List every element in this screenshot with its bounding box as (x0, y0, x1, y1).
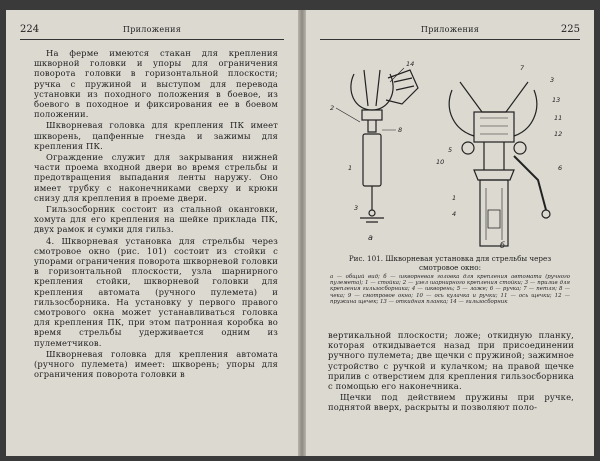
figure-legend: а — общий вид; б — шкворневая головка для крепления автомата (ручного пулемета); 1 — стойка; 2 — узел шарнирного крепления стойки; 3 — прилив для крепления гильзосборника; 4 — шкворень; 5 — ложе; 6 — ручка; 7 — петля; 8 — чека; 9 — смотровое окно; 10 — ось кулачка и ручки; 11 — ось щечки; 12 — пружина щечек; 13 — откидная планка; 14 — гильзосборник (330, 274, 570, 305)
left-page (6, 10, 298, 456)
callout-label: 3 (550, 76, 555, 84)
callout-label: 14 (406, 60, 415, 68)
paragraph: Гильзосборник состоит из стальной оканrовки, хомута для его крепления на шейке приклада ПК, двух рамок и сумки для гильз. (34, 204, 278, 235)
drawing-a (336, 68, 418, 222)
figure-sublabel: а (368, 233, 373, 242)
page-header (320, 24, 580, 38)
page-number: 224 (20, 24, 40, 35)
callout-label: 2 (330, 104, 335, 112)
callout-label: 4 (452, 210, 457, 218)
callout-label: 7 (520, 64, 525, 72)
callout-label: 3 (354, 204, 359, 212)
callout-label: 13 (552, 96, 561, 104)
paragraph: На ферме имеются стакан для крепления шкворной головки и упоры для ограничения поворота головки в горизонтальной плоскости; ручка с пружиной и выступом для перевода установки из походного положения в боевое, из боевого в походное и фиксирования ее в боевом положении. (34, 48, 278, 120)
right-page (306, 10, 594, 456)
paragraph: 4. Шкворневая установка для стрельбы через смотровое окно (рис. 101) состоит из стойки с упорами ограничения поворота шкворневой головки в горизонтальной плоскости, узла шарнирного крепления стойки, шкворневой головки для крепления автомата (ручного пулемета) и гильзосборника. На установку у первого правого смотрового окна может устанавливаться головка для крепления ПК, при этом патронная коробка во время стрельбы удерживается одним из пулеметчиков. (34, 235, 278, 348)
body-text (328, 330, 574, 414)
page-number: 225 (560, 24, 580, 35)
callouts-a (330, 60, 414, 242)
callout-label: 12 (554, 130, 563, 138)
header-rule (20, 39, 284, 40)
callout-label: 10 (436, 158, 445, 166)
callout-label: 1 (452, 194, 457, 202)
callout-label: 5 (448, 146, 453, 154)
callout-label: 1 (348, 164, 353, 172)
figure-sublabel: б (500, 241, 505, 250)
running-title: Приложения (420, 25, 480, 34)
body-text (34, 48, 278, 381)
figure-101 (324, 60, 576, 250)
paragraph: Щечки под действием пружины при ручке, поднятой вверх, раскрыты и позволяют поло- (328, 392, 574, 413)
page-header (20, 24, 284, 38)
paragraph: Ограждение служит для закрывания нижней части проема входной двери во время стрельбы и предотвращения выпадания ленты наружу. Оно имеет трубку с наконечниками сверху и крюки снизу для крепления в проеме двери. (34, 152, 278, 203)
paragraph: Шкворневая головка для крепления автомата (ручного пулемета) имеет: шкворень; упоры для ограничения поворота головки в (34, 348, 278, 380)
callout-label: 8 (398, 126, 403, 134)
callouts-b (436, 64, 562, 250)
book-spread (6, 10, 594, 456)
paragraph: Шкворневая головка для крепления ПК имеет шкворень, цапфенные гнезда и зажимы для крепления ПК. (34, 120, 278, 151)
header-rule (320, 39, 580, 40)
drawing-b (449, 82, 550, 246)
book-gutter (298, 10, 306, 456)
figure-caption: Рис. 101. Шкворневая установка для стрельбы через смотровое окно: (348, 254, 552, 272)
running-title: Приложения (122, 25, 182, 34)
callout-label: 11 (554, 114, 563, 122)
callout-label: 6 (558, 164, 563, 172)
paragraph: вертикальной плоскости; ложе; откидную планку, которая откидывается назад при присоединении ручного пулемета; две щечки с пружиной; зажимное устройство с ручкой и кулачком; на правой щечке прилив с отверстием для крепления гильзосборника с помощью его наконечника. (328, 330, 574, 392)
